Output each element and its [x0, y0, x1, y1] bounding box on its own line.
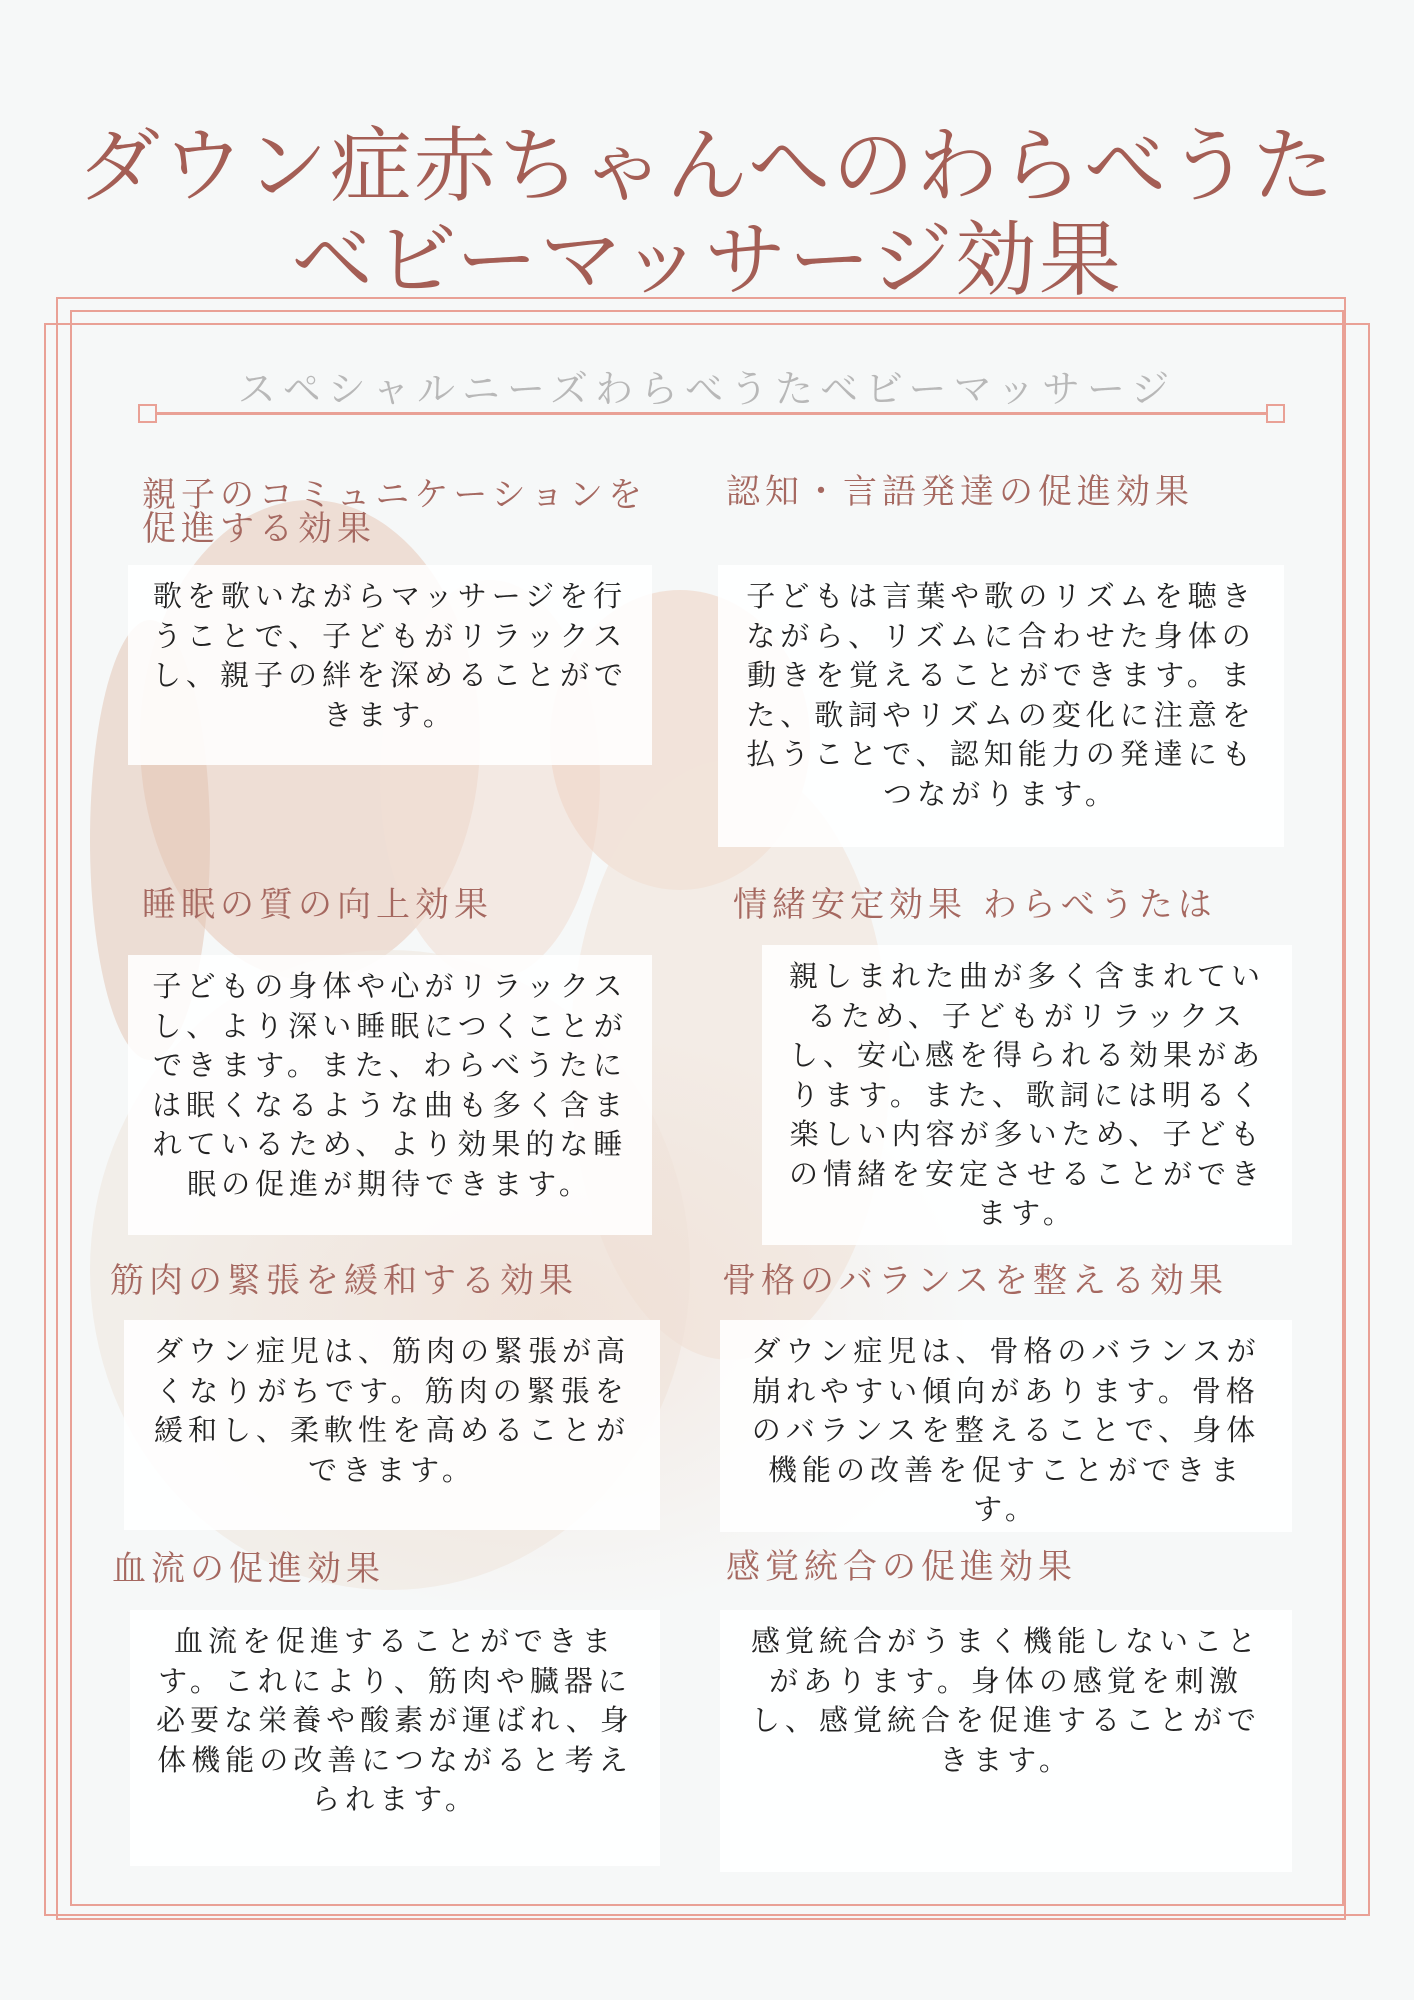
section-heading-emotion: 情緒安定効果 わらべうたは: [733, 885, 1217, 925]
section-heading-sleep: 睡眠の質の向上効果: [142, 885, 493, 925]
section-body-emotion: 親しまれた曲が多く含まれているため、子どもがリラックスし、安心感を得られる効果があります。また、歌詞には明るく楽しい内容が多いため、子どもの情緒を安定させることができます。: [788, 959, 1265, 1230]
section-heading-cognition: 認知・言語発達の促進効果: [726, 472, 1194, 512]
section-card-muscle: [124, 1320, 660, 1530]
divider-line: [148, 412, 1266, 415]
section-card-skeleton: [720, 1320, 1292, 1532]
poster-title: [0, 120, 1414, 308]
section-card-sensory: [720, 1610, 1292, 1872]
section-card-blood-flow: [130, 1610, 660, 1866]
divider-end-right: [1266, 404, 1285, 423]
section-heading-skeleton: 骨格のバランスを整える効果: [722, 1261, 1228, 1301]
section-heading-muscle: 筋肉の緊張を緩和する効果: [110, 1261, 578, 1301]
section-body-sleep: 子どもの身体や心がリラックスし、より深い睡眠につくことができます。また、わらべうたには眠くなるような曲も多く含まれているため、より効果的な睡眠の促進が期待できます。: [151, 969, 628, 1201]
section-body-communication: 歌を歌いながらマッサージを行うことで、子どもがリラックスし、親子の絆を深めることができます。: [151, 579, 628, 732]
section-body-muscle: ダウン症児は、筋肉の緊張が高くなりがちです。筋肉の緊張を緩和し、柔軟性を高めることができます。: [153, 1334, 630, 1487]
section-heading-sensory: 感覚統合の促進効果: [726, 1547, 1077, 1587]
section-body-sensory: 感覚統合がうまく機能しないことがあります。身体の感覚を刺激し、感覚統合を促進することができます。: [750, 1624, 1261, 1777]
section-card-communication: [128, 565, 652, 765]
section-body-blood-flow: 血流を促進することができます。これにより、筋肉や臓器に必要な栄養や酸素が運ばれ、身体機能の改善につながると考えられます。: [156, 1624, 634, 1816]
section-card-sleep: [128, 955, 652, 1235]
section-heading-communication: 親子のコミュニケーションを促進する効果: [142, 475, 647, 549]
subtitle: スペシャルニーズわらべうたベビーマッサージ: [237, 367, 1177, 411]
section-body-skeleton: ダウン症児は、骨格のバランスが崩れやすい傾向があります。骨格のバランスを整えることで、身体機能の改善を促すことができます。: [751, 1334, 1261, 1526]
title-line-2: ベビーマッサージ効果: [291, 213, 1123, 308]
title-line-1: ダウン症赤ちゃんへのわらべうた: [77, 119, 1337, 214]
section-body-cognition: 子どもは言葉や歌のリズムを聴きながら、リズムに合わせた身体の動きを覚えることができます。また、歌詞やリズムの変化に注意を払うことで、認知能力の発達にもつながります。: [746, 579, 1256, 811]
section-card-cognition: [718, 565, 1284, 847]
section-card-emotion: [762, 945, 1292, 1245]
divider-end-left: [138, 404, 157, 423]
section-heading-blood-flow: 血流の促進効果: [112, 1549, 385, 1589]
